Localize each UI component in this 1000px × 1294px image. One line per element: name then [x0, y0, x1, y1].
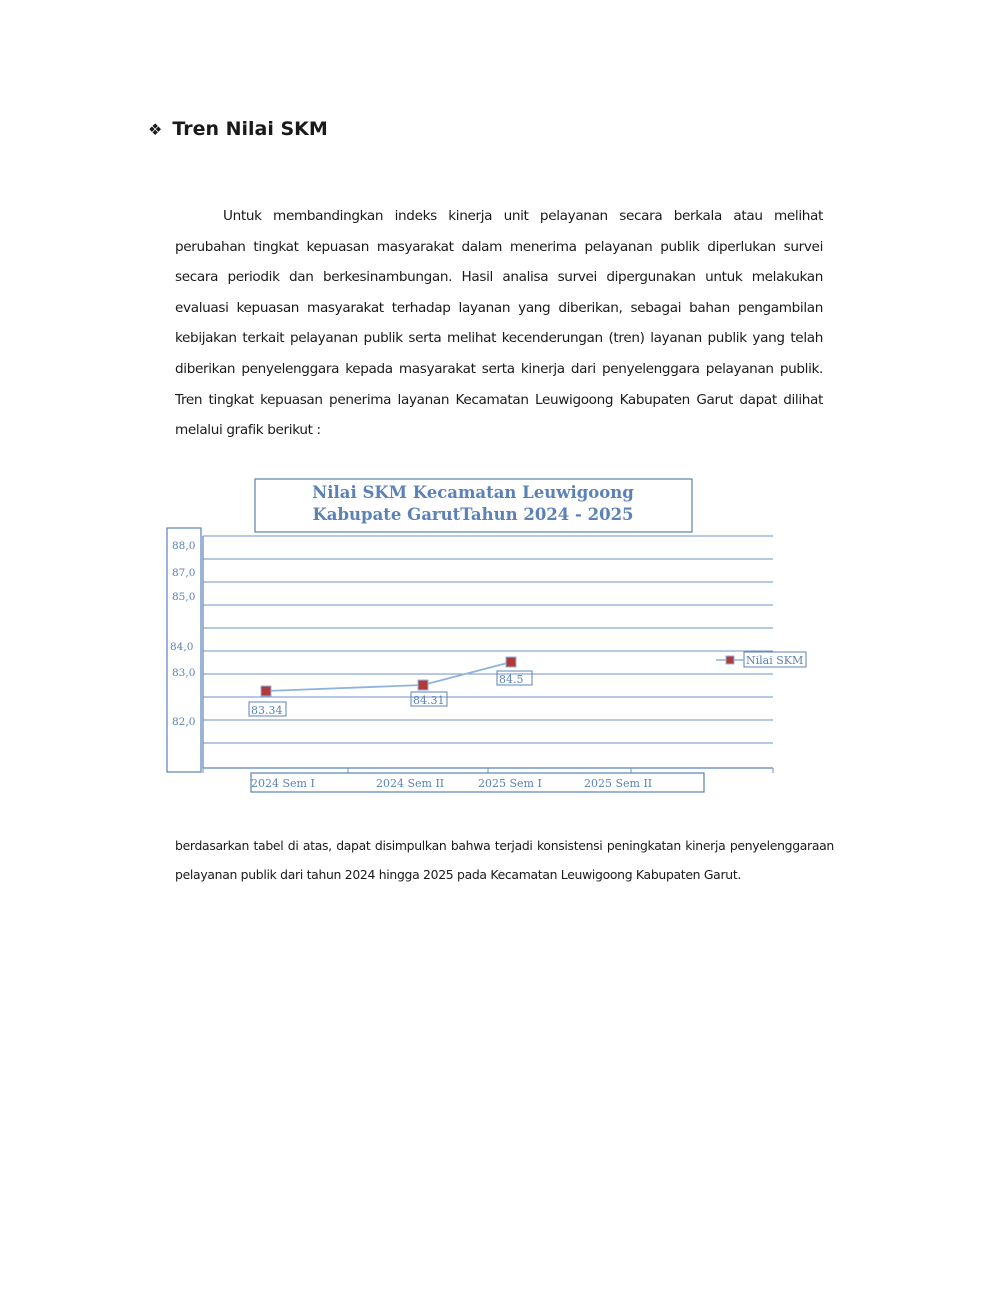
chart-legend	[716, 652, 806, 667]
y-tick-label: 87,0	[172, 567, 196, 579]
data-label: 83.34	[251, 704, 283, 717]
gridlines	[203, 536, 773, 743]
x-category-label: 2024 Sem II	[376, 777, 445, 790]
y-tick-label: 84,0	[170, 641, 194, 653]
y-tick-label: 83,0	[172, 667, 196, 679]
x-category-label: 2025 Sem II	[584, 777, 653, 790]
chart-title-line2: Kabupate GarutTahun 2024 - 2025	[312, 505, 634, 524]
y-tick-labels	[170, 540, 195, 728]
chart-title-line1: Nilai SKM Kecamatan Leuwigoong	[312, 483, 634, 502]
legend-label: Nilai SKM	[746, 654, 804, 667]
data-label: 84.5	[499, 673, 524, 686]
data-point-marker	[506, 657, 516, 667]
x-axis-ticks	[203, 768, 773, 773]
section-title: Tren Nilai SKM	[172, 118, 328, 140]
data-point-marker	[418, 680, 428, 690]
y-tick-label: 85,0	[172, 591, 196, 603]
y-tick-label: 88,0	[172, 540, 196, 552]
diamond-bullet-icon: ❖	[148, 119, 163, 139]
series-nilai-skm	[261, 657, 516, 696]
conclusion-paragraph: berdasarkan tabel di atas, dapat disimpulkan bahwa terjadi konsistensi peningkatan kinerja penyelenggaraan pelayanan publik dari tahun 2024 hingga 2025 pada Kecamatan Leuwigoong Kabupaten Garut.	[175, 838, 834, 882]
legend-marker	[726, 656, 734, 664]
x-category-label: 2025 Sem I	[478, 777, 542, 790]
data-point-marker	[261, 686, 271, 696]
y-tick-label: 82,0	[172, 716, 196, 728]
series-line	[266, 662, 511, 691]
data-label: 84.31	[413, 694, 445, 707]
intro-paragraph: Untuk membandingkan indeks kinerja unit pelayanan secara berkala atau melihat perubahan tingkat kepuasan masyarakat dalam menerima pelayanan publik diperlukan survei secara periodik dan berkesinambungan. Hasil analisa survei dipergunakan untuk melakukan evaluasi kepuasan masyarakat terhadap layanan yang diberikan, sebagai bahan pengambilan kebijakan terkait pelayanan publik serta melihat kecenderungan (tren) layanan publik yang telah diberikan penyelenggara kepada masyarakat serta kinerja dari penyelenggara pelayanan publik. Tren tingkat kepuasan penerima layanan Kecamatan Leuwigoong Kabupaten Garut dapat dilihat melalui grafik berikut :	[175, 208, 823, 439]
x-category-label: 2024 Sem I	[251, 777, 315, 790]
